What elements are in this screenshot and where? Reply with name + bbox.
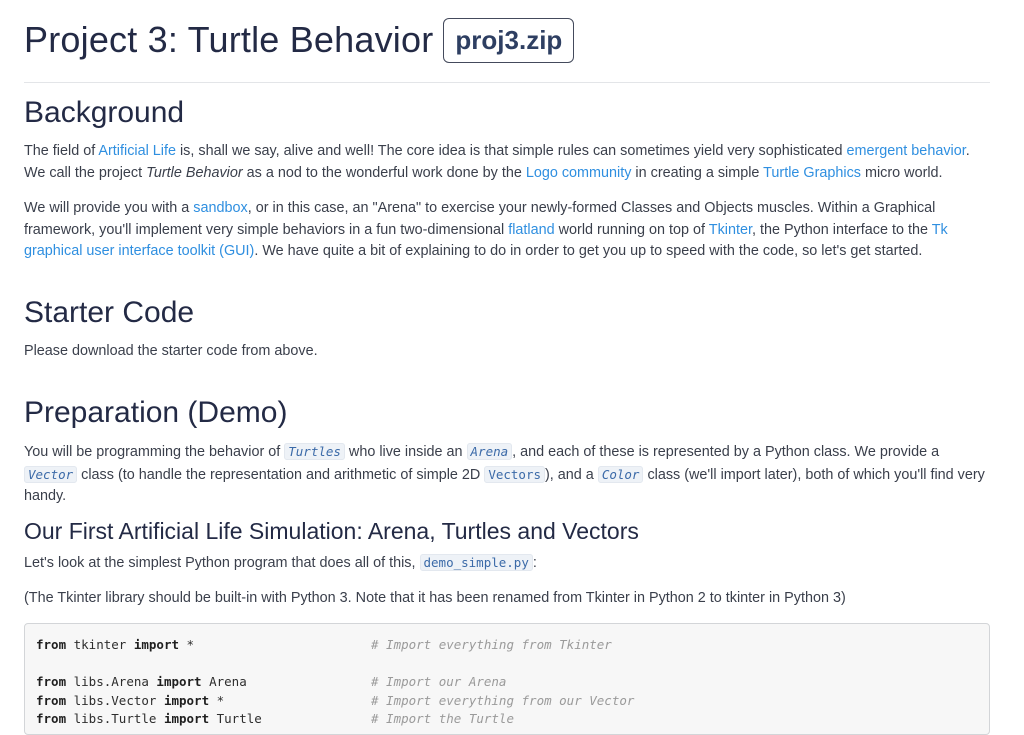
code-comment: # Import everything from our Vector [371,693,635,708]
text: micro world. [861,164,943,181]
turtles-code: Turtles [284,443,345,460]
module: libs.Vector [66,693,164,708]
sandbox-link[interactable]: sandbox [193,200,248,216]
title-row [24,16,574,64]
emergent-behavior-link[interactable]: emergent behavior [846,143,966,159]
text: world running on top of [554,221,709,238]
arena-code: Arena [467,443,513,460]
text: . We call the project [24,143,970,181]
text: class (to handle the representation and arithmetic of simple 2D [77,466,485,483]
module: libs.Arena [66,674,157,689]
module: tkinter [66,637,134,652]
tk-gui-link[interactable]: Tk graphical user interface toolkit (GUI) [24,221,948,259]
page-title: Project 3: Turtle Behavior [24,19,434,60]
text: We will provide you with a [24,200,194,216]
title-divider [24,82,990,83]
starter-code-text: Please download the starter code from above. [24,343,318,359]
tkinter-link[interactable]: Tkinter [708,221,752,238]
keyword: from [36,674,67,689]
keyword: import [163,711,210,726]
text: who live inside an [344,444,467,460]
logo-community-link[interactable]: Logo community [525,164,632,181]
text: , or in this case, an "Arena" to exercise your newly-formed Classes and Objects muscles. Within a Graphical framework, you'll implement very simple behaviors in a fun two-dimensional [24,200,936,238]
keyword: import [163,693,210,708]
keyword: import [156,674,202,689]
turtle-behavior-emphasis: Turtle Behavior [146,164,243,181]
module: libs.Turtle [66,711,164,726]
vector-code: Vector [24,466,77,483]
text: Let's look at the simplest Python program that does all of this, [24,555,420,571]
import-target: Turtle [209,711,262,726]
background-paragraph-2 [24,198,990,263]
text: is, shall we say, alive and well! The core idea is that simple rules can sometimes yield very sophisticated [175,143,847,159]
keyword: import [133,637,179,652]
text: class (we'll import later), both of which you'll find very handy. [24,466,985,504]
preparation-paragraph [24,441,990,508]
vectors-code: Vectors [484,466,545,483]
background-paragraph-1 [24,141,990,184]
code-line [36,691,635,710]
text: , the Python interface to the [751,221,932,238]
text: in creating a simple [631,164,764,181]
import-target: * [209,693,225,708]
flatland-link[interactable]: flatland [508,221,555,238]
starter-code-heading: Starter Code [24,296,195,329]
code-line [36,672,507,691]
code-comment: # Import the Turtle [371,711,514,726]
artificial-life-link[interactable]: Artificial Life [98,143,176,159]
keyword: from [36,711,67,726]
text: as a nod to the wonderful work done by the [242,164,526,181]
import-target: Arena [201,674,247,689]
demo-simple-filename: demo_simple.py [420,554,533,571]
text: You will be programming the behavior of [24,444,285,460]
code-comment: # Import everything from Tkinter [371,637,612,652]
tkinter-note: (The Tkinter library should be built-in with Python 3. Note that it has been renamed from Tkinter in Python 2 to tkinter in Python 3) [24,590,846,606]
import-target: * [179,637,195,652]
color-code: Color [598,466,644,483]
code-comment: # Import our Arena [371,674,507,689]
text: ), and a [545,466,598,483]
preparation-heading: Preparation (Demo) [24,396,288,429]
text: The field of [24,143,99,159]
keyword: from [36,637,67,652]
text: . We have quite a bit of explaining to do in order to get you up to speed with the code, so let's get started. [254,243,923,259]
turtle-graphics-link[interactable]: Turtle Graphics [763,164,861,181]
code-line [36,635,612,654]
background-heading: Background [24,96,185,129]
text: : [532,555,537,571]
download-zip-button[interactable]: proj3.zip [443,18,574,63]
text: , and each of these is represented by a Python class. We provide a [512,444,940,460]
first-simulation-subheading: Our First Artificial Life Simulation: Arena, Turtles and Vectors [24,518,639,544]
demo-intro-text [24,552,990,575]
keyword: from [36,693,67,708]
code-block [24,623,990,735]
